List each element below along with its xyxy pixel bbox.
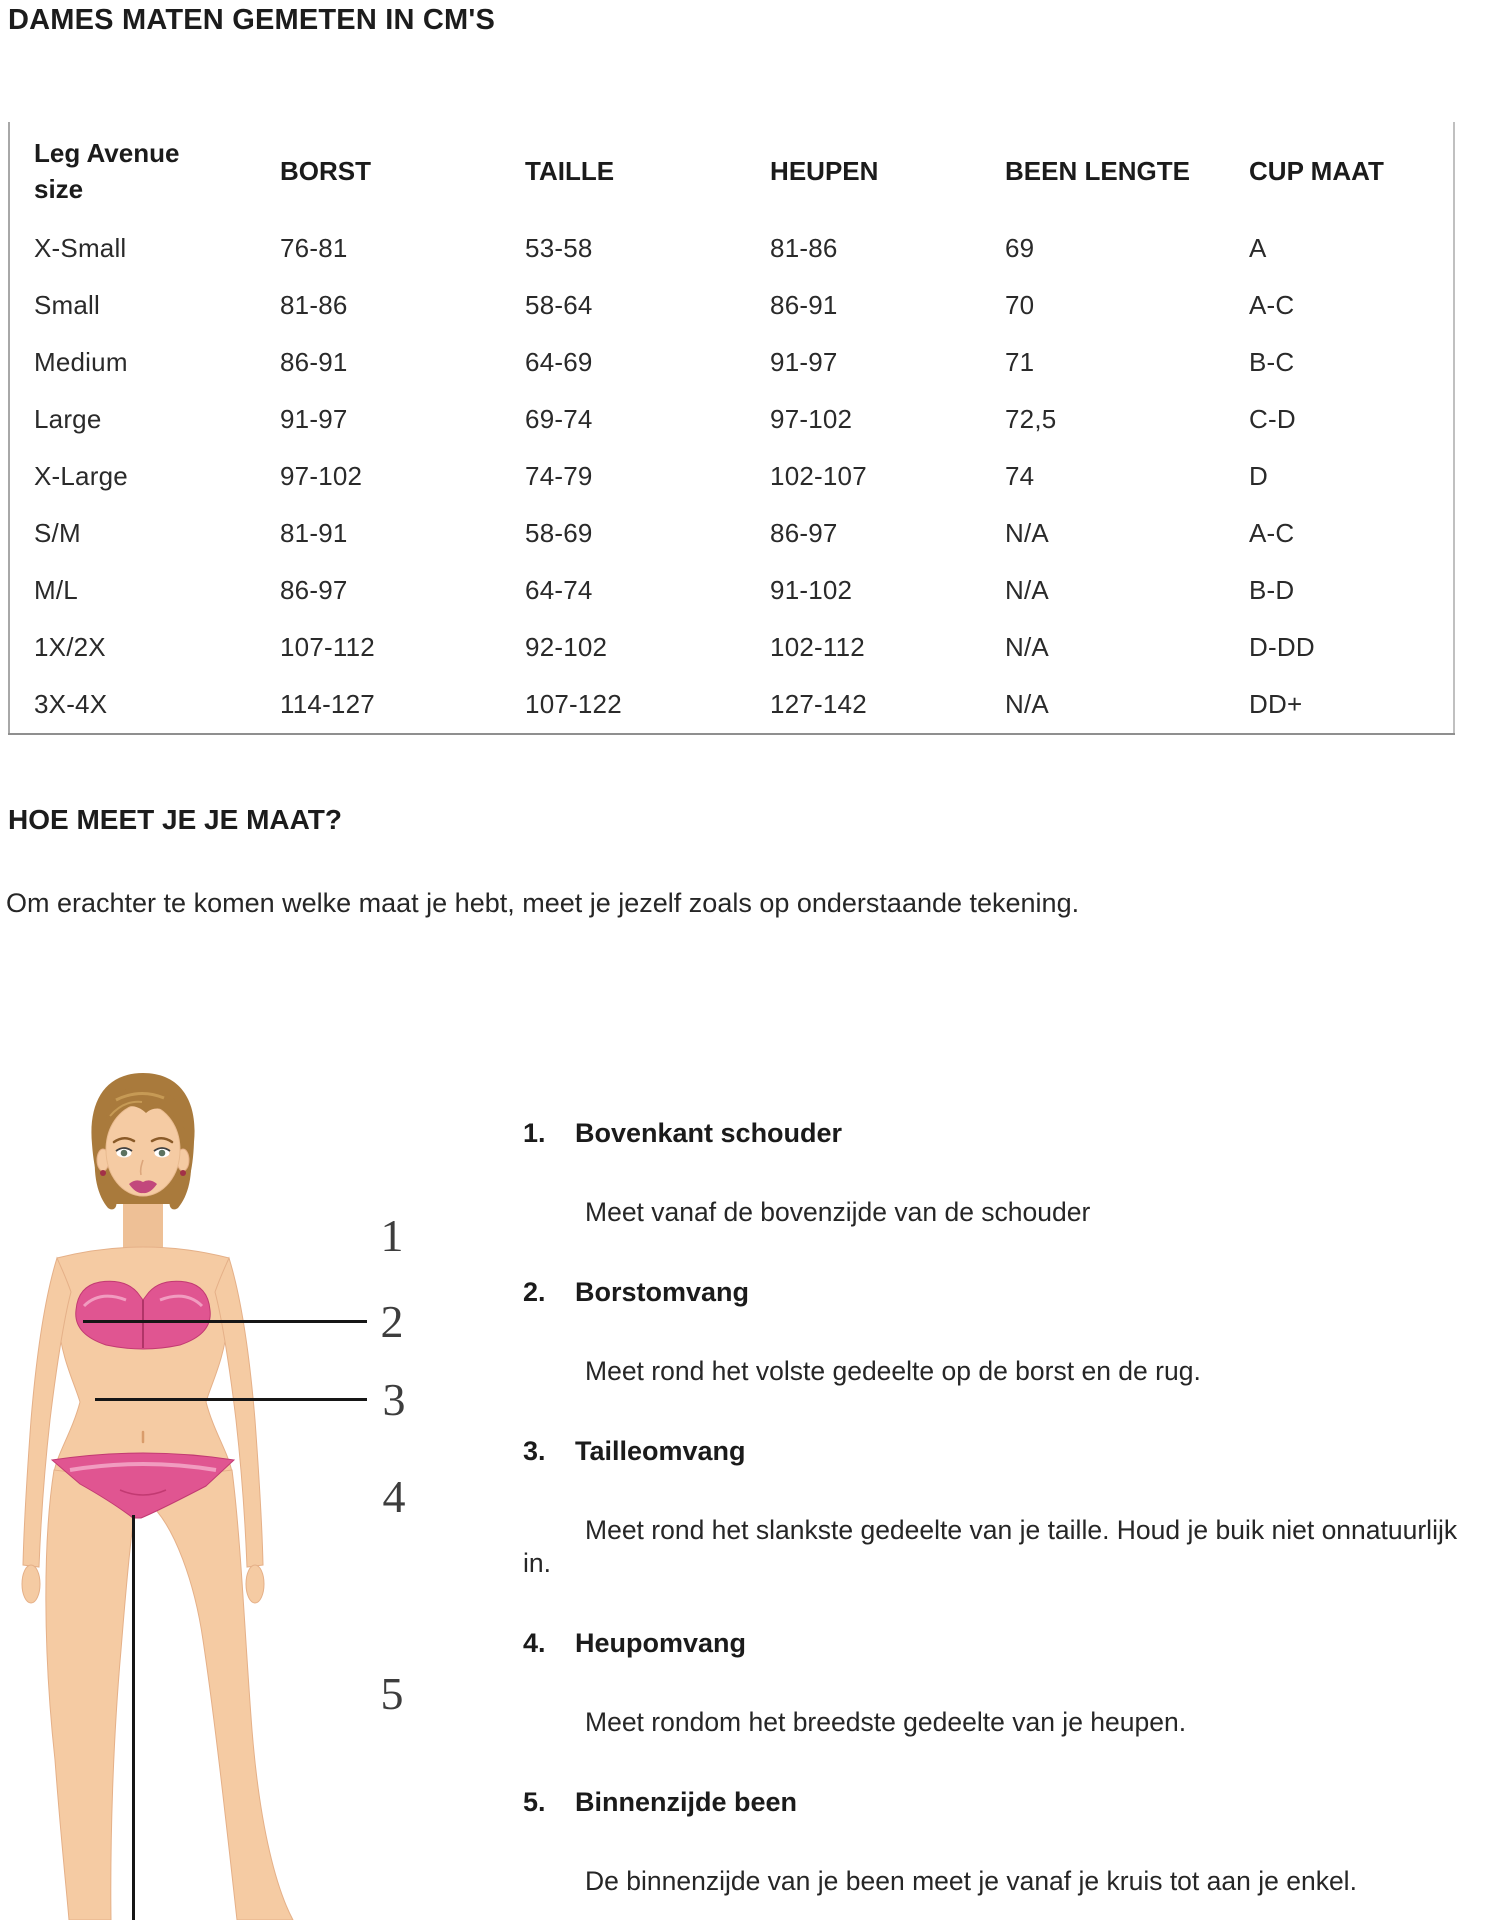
borst-cell: 107-112 — [280, 632, 375, 662]
table-row — [9, 448, 1454, 505]
table-row — [9, 562, 1454, 619]
cupmaat-cell: D — [1249, 461, 1268, 491]
table-row — [9, 505, 1454, 562]
section-intro: Om erachter te komen welke maat je hebt, meet je jezelf zoals op onderstaande tekening. — [6, 888, 1080, 918]
step-title-text: Tailleomvang — [575, 1436, 746, 1466]
figure-label-waist: 3 — [382, 1374, 406, 1425]
waist-measure-line — [95, 1398, 367, 1401]
heupen-cell: 102-107 — [770, 461, 867, 491]
step-description: De binnenzijde van je been meet je vanaf je kruis tot aan je enkel. — [585, 1866, 1357, 1896]
step-hip — [523, 1626, 1463, 1739]
step-inseam — [523, 1785, 1463, 1898]
table-row — [9, 334, 1454, 391]
size-cell: 1X/2X — [34, 632, 106, 662]
taille-cell: 58-64 — [525, 290, 593, 320]
step-number: 1. — [523, 1118, 546, 1148]
step-title — [523, 1785, 1463, 1819]
taille-cell: 64-74 — [525, 575, 593, 605]
size-cell: X-Large — [34, 461, 128, 491]
step-title-text: Borstomvang — [575, 1277, 750, 1307]
beenlengte-cell: N/A — [1005, 689, 1049, 719]
beenlengte-cell: N/A — [1005, 632, 1049, 662]
woman-illustration — [0, 1060, 320, 1920]
borst-cell: 81-91 — [280, 518, 348, 548]
step-bust — [523, 1275, 1463, 1388]
column-header-heupen: HEUPEN — [770, 156, 879, 186]
column-header-cupmaat: CUP MAAT — [1249, 156, 1384, 186]
size-cell: X-Small — [34, 233, 127, 263]
step-description: Meet rond het volste gedeelte op de borst en de rug. — [585, 1356, 1201, 1386]
heupen-cell: 86-97 — [770, 518, 838, 548]
step-number: 4. — [523, 1628, 546, 1658]
taille-cell: 58-69 — [525, 518, 593, 548]
step-number: 3. — [523, 1436, 546, 1466]
borst-cell: 86-91 — [280, 347, 348, 377]
heupen-cell: 81-86 — [770, 233, 838, 263]
step-title — [523, 1434, 1463, 1468]
column-header-size: Leg Avenue size — [34, 138, 180, 204]
step-title — [523, 1116, 1463, 1150]
beenlengte-cell: 74 — [1005, 461, 1035, 491]
step-description: Meet rond het slankste gedeelte van je taille. Houd je buik niet onnatuurlijk in. — [523, 1515, 1458, 1578]
figure-label-inseam: 5 — [380, 1668, 404, 1719]
figure-label-bust: 2 — [380, 1296, 404, 1347]
cupmaat-cell: A-C — [1249, 518, 1295, 548]
table-row — [9, 220, 1454, 277]
heupen-cell: 127-142 — [770, 689, 867, 719]
taille-cell: 53-58 — [525, 233, 593, 263]
step-title-text: Heupomvang — [575, 1628, 747, 1658]
taille-cell: 107-122 — [525, 689, 622, 719]
beenlengte-cell: 69 — [1005, 233, 1035, 263]
step-shoulder — [523, 1116, 1463, 1229]
borst-cell: 91-97 — [280, 404, 348, 434]
borst-cell: 81-86 — [280, 290, 348, 320]
heupen-cell: 91-102 — [770, 575, 853, 605]
step-description: Meet rondom het breedste gedeelte van je heupen. — [585, 1707, 1187, 1737]
cupmaat-cell: C-D — [1249, 404, 1296, 434]
borst-cell: 76-81 — [280, 233, 348, 263]
taille-cell: 74-79 — [525, 461, 593, 491]
heupen-cell: 91-97 — [770, 347, 838, 377]
size-cell: S/M — [34, 518, 81, 548]
column-header-taille: TAILLE — [525, 156, 615, 186]
table-header-row — [9, 122, 1454, 220]
heupen-cell: 102-112 — [770, 632, 865, 662]
size-cell: M/L — [34, 575, 78, 605]
step-title — [523, 1626, 1463, 1660]
bust-measure-line — [83, 1320, 367, 1323]
column-header-beenlengte: BEEN LENGTE — [1005, 156, 1190, 186]
taille-cell: 69-74 — [525, 404, 593, 434]
heupen-cell: 97-102 — [770, 404, 853, 434]
figure-label-shoulder: 1 — [380, 1210, 404, 1261]
cupmaat-cell: A-C — [1249, 290, 1295, 320]
cupmaat-cell: B-D — [1249, 575, 1295, 605]
beenlengte-cell: 72,5 — [1005, 404, 1057, 434]
beenlengte-cell: 71 — [1005, 347, 1035, 377]
taille-cell: 92-102 — [525, 632, 608, 662]
table-row — [9, 619, 1454, 676]
size-cell: Large — [34, 404, 102, 434]
borst-cell: 86-97 — [280, 575, 348, 605]
page-title: DAMES MATEN GEMETEN IN CM'S — [8, 4, 496, 36]
measure-steps-list — [523, 1116, 1463, 1898]
beenlengte-cell: N/A — [1005, 575, 1049, 605]
step-description: Meet vanaf de bovenzijde van de schouder — [585, 1197, 1091, 1227]
cupmaat-cell: B-C — [1249, 347, 1295, 377]
borst-cell: 114-127 — [280, 689, 375, 719]
step-number: 2. — [523, 1277, 546, 1307]
step-title — [523, 1275, 1463, 1309]
beenlengte-cell: 70 — [1005, 290, 1035, 320]
cupmaat-cell: A — [1249, 233, 1267, 263]
table-row — [9, 391, 1454, 448]
borst-cell: 97-102 — [280, 461, 363, 491]
cupmaat-cell: D-DD — [1249, 632, 1315, 662]
size-cell: Medium — [34, 347, 128, 377]
section-heading: HOE MEET JE JE MAAT? — [8, 804, 342, 835]
size-table — [8, 122, 1455, 735]
beenlengte-cell: N/A — [1005, 518, 1049, 548]
heupen-cell: 86-91 — [770, 290, 838, 320]
cupmaat-cell: DD+ — [1249, 689, 1303, 719]
column-header-borst: BORST — [280, 156, 372, 186]
table-row — [9, 676, 1454, 734]
size-cell: 3X-4X — [34, 689, 108, 719]
step-waist — [523, 1434, 1463, 1580]
step-title-text: Bovenkant schouder — [575, 1118, 843, 1148]
taille-cell: 64-69 — [525, 347, 593, 377]
step-title-text: Binnenzijde been — [575, 1787, 798, 1817]
size-cell: Small — [34, 290, 101, 320]
inseam-measure-line — [132, 1515, 135, 1920]
step-number: 5. — [523, 1787, 546, 1817]
table-row — [9, 277, 1454, 334]
woman-figure-drawing — [0, 1060, 320, 1920]
figure-label-hip: 4 — [382, 1471, 406, 1522]
